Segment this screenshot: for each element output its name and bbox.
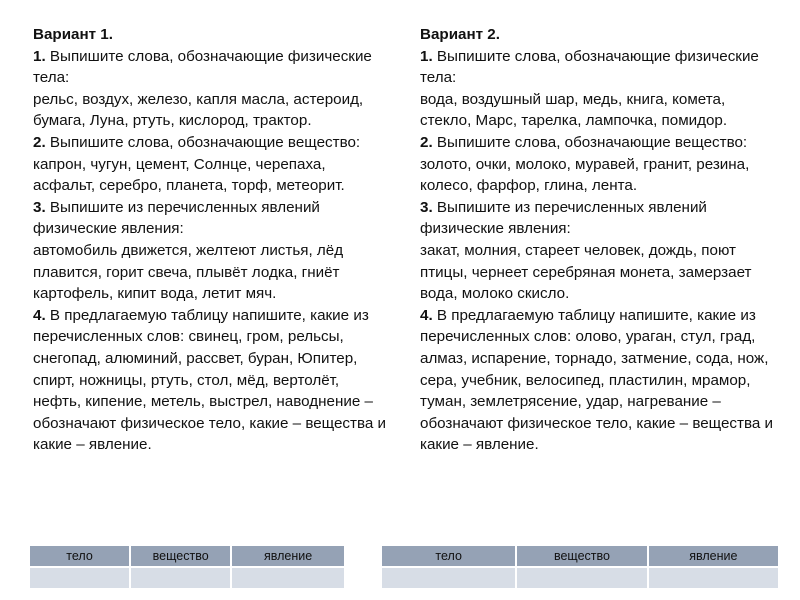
task-number: 1. xyxy=(33,47,46,65)
variant-1-task-4 xyxy=(33,305,388,456)
variant-2-answer-table xyxy=(380,544,780,590)
answer-cell-phenomenon[interactable] xyxy=(231,567,345,589)
variant-2-column xyxy=(420,24,780,456)
answer-cell-body[interactable] xyxy=(381,567,516,589)
variant-1-task-2 xyxy=(33,132,388,154)
variant-1-title: Вариант 1. xyxy=(33,26,113,43)
table-header-row xyxy=(29,545,345,567)
header-cell-body: тело xyxy=(381,545,516,567)
variant-2-title: Вариант 2. xyxy=(420,26,500,43)
variant-2-task-2-words: золото, очки, молоко, муравей, гранит, резина, колесо, фарфор, глина, лента. xyxy=(420,155,750,195)
task-number: 4. xyxy=(33,306,46,324)
table-header-row xyxy=(381,545,779,567)
answer-cell-substance[interactable] xyxy=(130,567,231,589)
variant-1-task-1 xyxy=(33,46,388,89)
task-number: 2. xyxy=(420,133,433,151)
task-text: В предлагаемую таблицу напишите, какие из перечисленных слов: свинец, гром, рельсы, снегопад, алюминий, рассвет, буран, Юпитер, спирт, ножницы, ртуть, стол, мёд, вертолёт, нефть, кипение, метель, выстрел, наводнение – обозначают физическое тело, какие – вещества и какие – явление. xyxy=(33,306,387,454)
answer-cell-phenomenon[interactable] xyxy=(648,567,779,589)
header-cell-substance: вещество xyxy=(516,545,647,567)
header-cell-body: тело xyxy=(29,545,130,567)
answer-cell-body[interactable] xyxy=(29,567,130,589)
variant-2-task-2 xyxy=(420,132,780,154)
variant-1-task-3-words: автомобиль движется, желтеют листья, лёд плавится, горит свеча, плывёт лодка, гниёт картофель, кипит вода, летит мяч. xyxy=(33,241,344,303)
variant-1-task-3 xyxy=(33,197,388,240)
header-cell-phenomenon: явление xyxy=(648,545,779,567)
variant-2-task-3 xyxy=(420,197,780,240)
header-cell-phenomenon: явление xyxy=(231,545,345,567)
task-text: Выпишите слова, обозначающие физические тела: xyxy=(420,47,759,87)
variant-1-task-2-words: капрон, чугун, цемент, Солнце, черепаха, асфальт, серебро, планета, торф, метеорит. xyxy=(33,155,345,195)
task-number: 3. xyxy=(420,198,433,216)
variant-1-column xyxy=(33,24,388,456)
table-row xyxy=(29,567,345,589)
task-number: 3. xyxy=(33,198,46,216)
task-text: Выпишите из перечисленных явлений физические явления: xyxy=(420,198,707,238)
variant-1-answer-table xyxy=(28,544,346,590)
variant-1-task-1-words: рельс, воздух, железо, капля масла, астероид, бумага, Луна, ртуть, кислород, трактор. xyxy=(33,90,364,130)
task-text: Выпишите слова, обозначающие вещество: xyxy=(436,133,748,151)
header-cell-substance: вещество xyxy=(130,545,231,567)
variant-2-task-4 xyxy=(420,305,780,456)
variant-2-task-1 xyxy=(420,46,780,89)
variant-2-task-3-words: закат, молния, стареет человек, дождь, поют птицы, чернеет серебряная монета, замерзает вода, молоко скисло. xyxy=(420,241,752,303)
task-number: 1. xyxy=(420,47,433,65)
task-number: 2. xyxy=(33,133,46,151)
answer-cell-substance[interactable] xyxy=(516,567,647,589)
task-text: Выпишите слова, обозначающие физические тела: xyxy=(33,47,372,87)
task-text: В предлагаемую таблицу напишите, какие из перечисленных слов: олово, ураган, стул, град, алмаз, испарение, торнадо, затмение, сода, нож, сера, учебник, велосипед, пластилин, мрамор, туман, землетрясение, удар, нагревание – обозначают физическое тело, какие – вещества и какие – явление. xyxy=(420,306,774,454)
task-text: Выпишите слова, обозначающие вещество: xyxy=(49,133,361,151)
task-number: 4. xyxy=(420,306,433,324)
table-row xyxy=(381,567,779,589)
variant-2-task-1-words: вода, воздушный шар, медь, книга, комета, стекло, Марс, тарелка, лампочка, помидор. xyxy=(420,90,728,130)
task-text: Выпишите из перечисленных явлений физические явления: xyxy=(33,198,320,238)
